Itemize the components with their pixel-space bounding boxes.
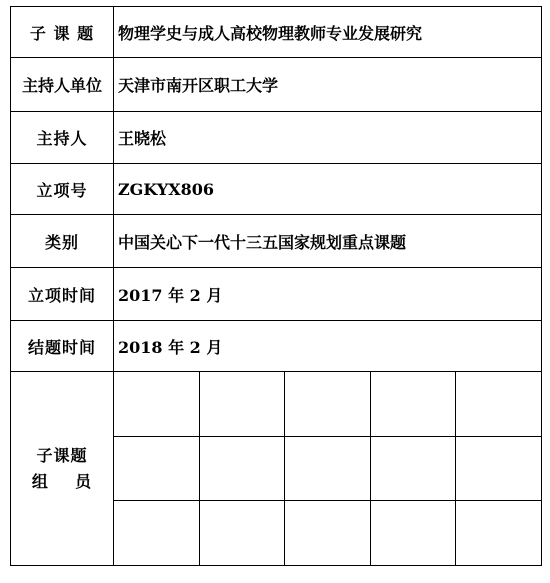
row-category (11, 215, 542, 268)
host-value: 王晓松 (114, 112, 542, 164)
member-cell[interactable] (456, 372, 541, 436)
host-unit-label: 主持人单位 (11, 58, 114, 112)
member-cell[interactable] (285, 372, 370, 436)
row-completion-date (11, 321, 542, 372)
row-host-unit (11, 58, 542, 112)
host-unit-value: 天津市南开区职工大学 (114, 58, 542, 112)
row-members (11, 372, 542, 566)
member-cell[interactable] (370, 436, 455, 501)
completion-date-label: 结题时间 (11, 321, 114, 372)
host-label: 主持人 (11, 112, 114, 164)
approval-date-label: 立项时间 (11, 268, 114, 321)
members-grid (114, 372, 541, 565)
members-label (11, 372, 114, 566)
row-project-number (11, 164, 542, 215)
member-cell[interactable] (285, 436, 370, 501)
member-cell[interactable] (370, 501, 455, 565)
category-label: 类别 (11, 215, 114, 268)
member-cell[interactable] (114, 501, 199, 565)
project-info-table (10, 6, 542, 566)
member-cell[interactable] (114, 436, 199, 501)
project-number-label: 立项号 (11, 164, 114, 215)
member-cell[interactable] (199, 501, 284, 565)
category-value: 中国关心下一代十三五国家规划重点课题 (114, 215, 542, 268)
members-grid-cell (114, 372, 542, 566)
members-grid-row (114, 501, 541, 565)
member-cell[interactable] (199, 436, 284, 501)
subtopic-label: 子 课 题 (11, 7, 114, 58)
members-label-line2: 组 员 (31, 471, 93, 491)
row-subtopic (11, 7, 542, 58)
members-grid-row (114, 436, 541, 501)
completion-date-value: 2018 年 2 月 (114, 321, 542, 372)
member-cell[interactable] (456, 501, 541, 565)
member-cell[interactable] (114, 372, 199, 436)
subtopic-value: 物理学史与成人高校物理教师专业发展研究 (114, 7, 542, 58)
project-number-value: ZGKYX806 (114, 164, 542, 215)
members-grid-row (114, 372, 541, 436)
member-cell[interactable] (370, 372, 455, 436)
member-cell[interactable] (456, 436, 541, 501)
approval-date-value: 2017 年 2 月 (114, 268, 542, 321)
member-cell[interactable] (285, 501, 370, 565)
members-label-line1: 子课题 (36, 445, 88, 465)
row-host (11, 112, 542, 164)
project-info-sheet (10, 6, 542, 568)
row-approval-date (11, 268, 542, 321)
member-cell[interactable] (199, 372, 284, 436)
